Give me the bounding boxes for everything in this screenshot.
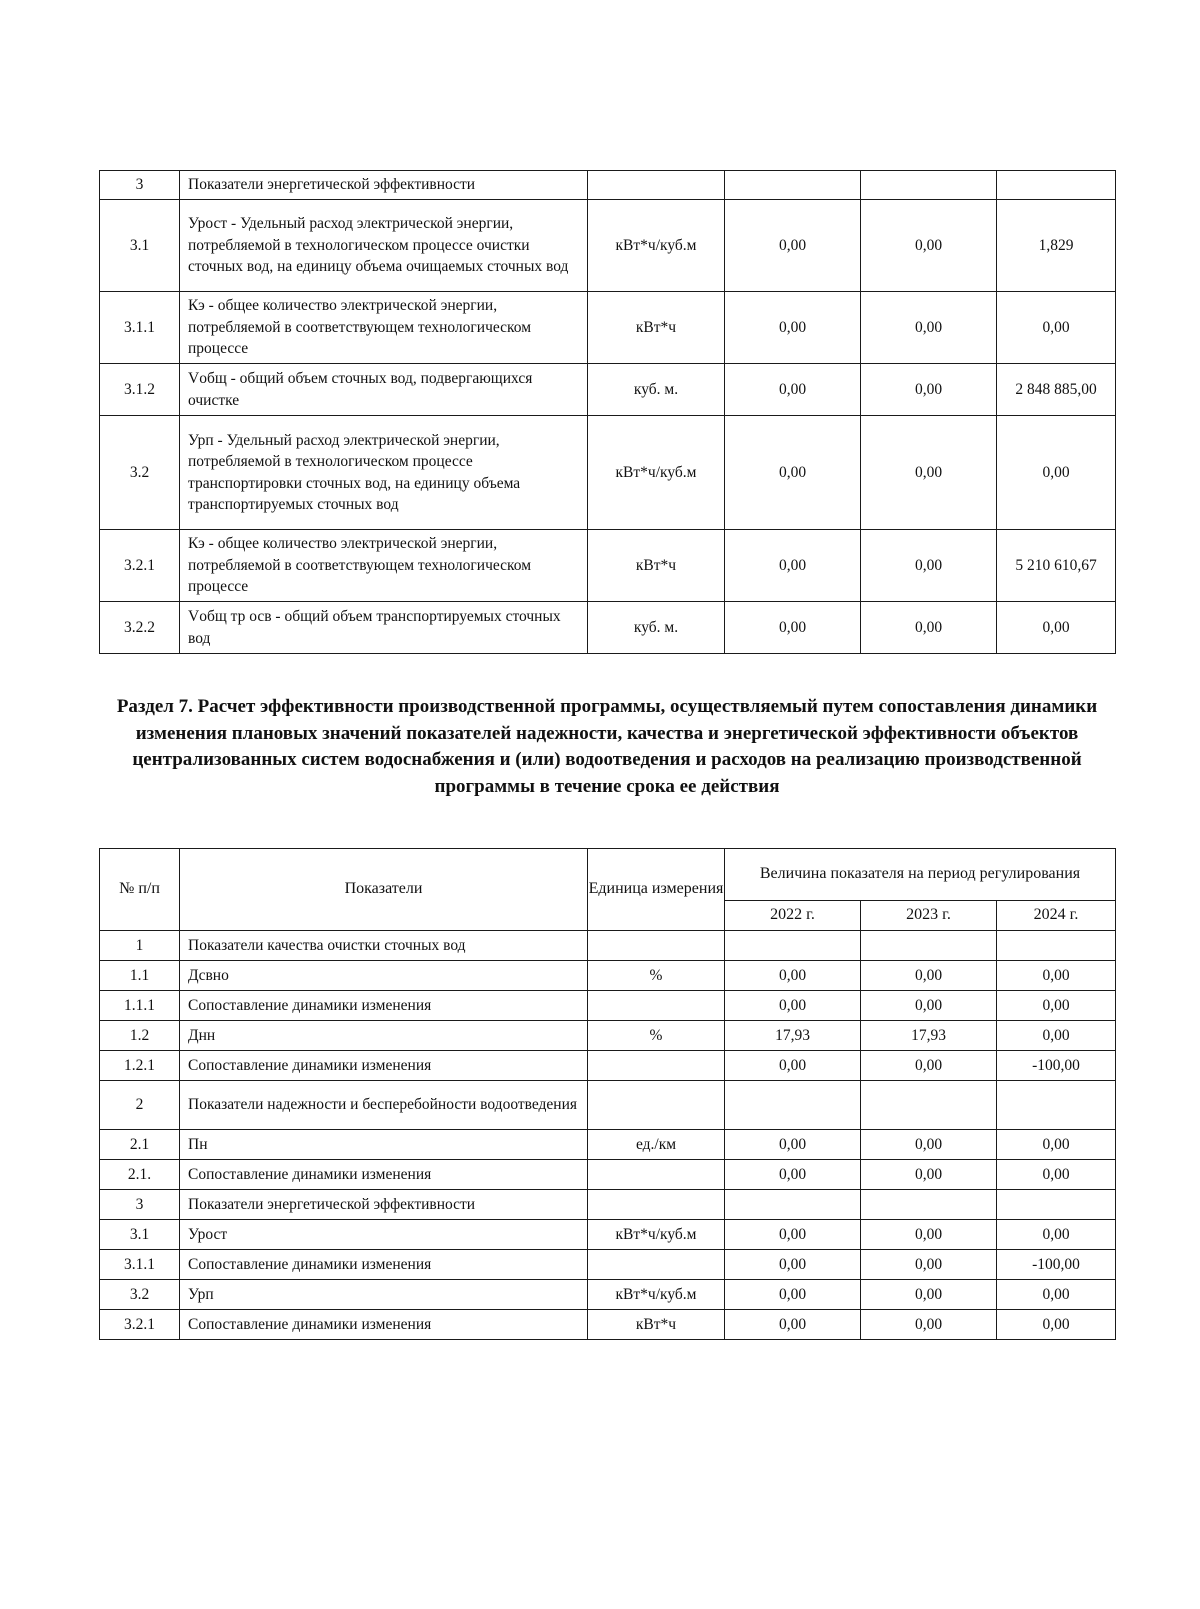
row-number: 3.2 <box>100 1280 180 1310</box>
row-number: 3.1 <box>100 200 180 292</box>
value-2022: 0,00 <box>725 530 861 602</box>
row-number: 3.2 <box>100 416 180 530</box>
row-number: 3.2.2 <box>100 602 180 654</box>
unit: кВт*ч/куб.м <box>588 1280 725 1310</box>
row-number: 2 <box>100 1081 180 1130</box>
unit: кВт*ч <box>588 1310 725 1340</box>
table-row <box>100 602 1116 654</box>
value-2023: 17,93 <box>861 1021 997 1051</box>
table-row <box>100 364 1116 416</box>
value-2022: 0,00 <box>725 364 861 416</box>
table-row <box>100 1081 1116 1130</box>
row-number: 1 <box>100 931 180 961</box>
table-row <box>100 292 1116 364</box>
unit <box>588 1051 725 1081</box>
row-number: 3 <box>100 1190 180 1220</box>
unit: кВт*ч/куб.м <box>588 416 725 530</box>
table-row <box>100 1250 1116 1280</box>
unit <box>588 171 725 200</box>
indicator-name: Сопоставление динамики изменения <box>180 1310 588 1340</box>
row-number: 3.1.1 <box>100 292 180 364</box>
table-row <box>100 1310 1116 1340</box>
row-number: 3.1 <box>100 1220 180 1250</box>
unit <box>588 1160 725 1190</box>
unit: ед./км <box>588 1130 725 1160</box>
value-2022: 0,00 <box>725 1280 861 1310</box>
indicator-name: Урп - Удельный расход электрической энергии, потребляемой в технологическом процессе транспортировки сточных вод, на единицу объема транспортируемых сточных вод <box>180 416 588 530</box>
value-2022 <box>725 1081 861 1130</box>
unit <box>588 1250 725 1280</box>
table-row <box>100 1190 1116 1220</box>
value-2024: 1,829 <box>997 200 1116 292</box>
indicator-name: Урост <box>180 1220 588 1250</box>
header-period: Величина показателя на период регулирования <box>725 849 1116 901</box>
value-2022 <box>725 1190 861 1220</box>
unit: кВт*ч <box>588 530 725 602</box>
indicator-name: Vобщ - общий объем сточных вод, подвергающихся очистке <box>180 364 588 416</box>
table-row <box>100 931 1116 961</box>
row-number: 3 <box>100 171 180 200</box>
value-2024: 0,00 <box>997 1220 1116 1250</box>
indicator-name: Сопоставление динамики изменения <box>180 991 588 1021</box>
value-2024: 0,00 <box>997 1021 1116 1051</box>
header-indicators: Показатели <box>180 849 588 931</box>
value-2023: 0,00 <box>861 602 997 654</box>
value-2024: 0,00 <box>997 991 1116 1021</box>
table-row <box>100 961 1116 991</box>
value-2024 <box>997 1190 1116 1220</box>
table-row <box>100 1220 1116 1250</box>
value-2023: 0,00 <box>861 200 997 292</box>
indicator-name: Сопоставление динамики изменения <box>180 1160 588 1190</box>
value-2023: 0,00 <box>861 416 997 530</box>
row-number: 2.1. <box>100 1160 180 1190</box>
row-number: 3.2.1 <box>100 530 180 602</box>
value-2022: 0,00 <box>725 961 861 991</box>
indicator-name: Кэ - общее количество электрической энергии, потребляемой в соответствующем технологическом процессе <box>180 292 588 364</box>
row-number: 2.1 <box>100 1130 180 1160</box>
value-2022: 0,00 <box>725 991 861 1021</box>
value-2024: 0,00 <box>997 961 1116 991</box>
table-row <box>100 1280 1116 1310</box>
unit <box>588 991 725 1021</box>
table-row <box>100 416 1116 530</box>
value-2022: 17,93 <box>725 1021 861 1051</box>
unit: кВт*ч <box>588 292 725 364</box>
indicator-name: Пн <box>180 1130 588 1160</box>
value-2023 <box>861 1081 997 1130</box>
table-row <box>100 1021 1116 1051</box>
value-2024: -100,00 <box>997 1250 1116 1280</box>
value-2024: 0,00 <box>997 416 1116 530</box>
row-number: 1.2 <box>100 1021 180 1051</box>
efficiency-calculation-table <box>99 848 1116 1340</box>
value-2022: 0,00 <box>725 1250 861 1280</box>
row-number: 1.1 <box>100 961 180 991</box>
value-2024: 0,00 <box>997 1160 1116 1190</box>
value-2024: -100,00 <box>997 1051 1116 1081</box>
indicator-name: Vобщ тр осв - общий объем транспортируемых сточных вод <box>180 602 588 654</box>
value-2024 <box>997 1081 1116 1130</box>
value-2023 <box>861 931 997 961</box>
row-number: 3.1.2 <box>100 364 180 416</box>
value-2022 <box>725 931 861 961</box>
value-2023: 0,00 <box>861 1160 997 1190</box>
row-number: 1.1.1 <box>100 991 180 1021</box>
indicator-name: Показатели энергетической эффективности <box>180 1190 588 1220</box>
value-2022: 0,00 <box>725 292 861 364</box>
unit <box>588 1081 725 1130</box>
value-2024: 2 848 885,00 <box>997 364 1116 416</box>
unit: кВт*ч/куб.м <box>588 1220 725 1250</box>
header-year-2024: 2024 г. <box>997 901 1116 931</box>
value-2023 <box>861 171 997 200</box>
value-2024 <box>997 931 1116 961</box>
value-2023: 0,00 <box>861 1220 997 1250</box>
indicator-name: Дсвно <box>180 961 588 991</box>
table-row <box>100 1130 1116 1160</box>
header-unit: Единица измерения <box>588 849 725 931</box>
value-2022 <box>725 171 861 200</box>
value-2024: 0,00 <box>997 1280 1116 1310</box>
indicator-name: Урост - Удельный расход электрической энергии, потребляемой в технологическом процессе очистки сточных вод, на единицу объема очищаемых сточных вод <box>180 200 588 292</box>
value-2023: 0,00 <box>861 1310 997 1340</box>
table-row <box>100 991 1116 1021</box>
table-row <box>100 530 1116 602</box>
unit: куб. м. <box>588 602 725 654</box>
value-2024: 0,00 <box>997 1310 1116 1340</box>
table-row <box>100 1051 1116 1081</box>
table-row <box>100 171 1116 200</box>
indicator-name: Урп <box>180 1280 588 1310</box>
value-2023: 0,00 <box>861 1130 997 1160</box>
value-2022: 0,00 <box>725 1220 861 1250</box>
value-2022: 0,00 <box>725 1051 861 1081</box>
indicator-name: Кэ - общее количество электрической энергии, потребляемой в соответствующем технологическом процессе <box>180 530 588 602</box>
value-2022: 0,00 <box>725 200 861 292</box>
value-2023: 0,00 <box>861 991 997 1021</box>
header-year-2023: 2023 г. <box>861 901 997 931</box>
section-title: Раздел 7. Расчет эффективности производственной программы, осуществляемый путем сопоставления динамики изменения плановых значений показателей надежности, качества и энергетической эффективности объектов централизованных систем водоснабжения и (или) водоотведения и расходов на реализацию производственной программы в течение срока ее действия <box>116 696 1098 797</box>
value-2023: 0,00 <box>861 1280 997 1310</box>
indicator-name: Показатели энергетической эффективности <box>180 171 588 200</box>
energy-efficiency-table <box>99 170 1116 654</box>
indicator-name: Сопоставление динамики изменения <box>180 1250 588 1280</box>
value-2023: 0,00 <box>861 364 997 416</box>
value-2023 <box>861 1190 997 1220</box>
value-2023: 0,00 <box>861 292 997 364</box>
value-2023: 0,00 <box>861 961 997 991</box>
value-2023: 0,00 <box>861 1250 997 1280</box>
value-2024: 0,00 <box>997 1130 1116 1160</box>
indicator-name: Показатели надежности и бесперебойности водоотведения <box>180 1081 588 1130</box>
header-number: № п/п <box>100 849 180 931</box>
value-2024 <box>997 171 1116 200</box>
indicator-name: Показатели качества очистки сточных вод <box>180 931 588 961</box>
value-2022: 0,00 <box>725 1130 861 1160</box>
value-2024: 5 210 610,67 <box>997 530 1116 602</box>
table-row <box>100 200 1116 292</box>
header-year-2022: 2022 г. <box>725 901 861 931</box>
unit: куб. м. <box>588 364 725 416</box>
unit <box>588 931 725 961</box>
value-2023: 0,00 <box>861 530 997 602</box>
unit: % <box>588 961 725 991</box>
indicator-name: Сопоставление динамики изменения <box>180 1051 588 1081</box>
row-number: 3.2.1 <box>100 1310 180 1340</box>
value-2022: 0,00 <box>725 416 861 530</box>
row-number: 3.1.1 <box>100 1250 180 1280</box>
unit: кВт*ч/куб.м <box>588 200 725 292</box>
unit <box>588 1190 725 1220</box>
value-2023: 0,00 <box>861 1051 997 1081</box>
row-number: 1.2.1 <box>100 1051 180 1081</box>
table-row <box>100 1160 1116 1190</box>
value-2022: 0,00 <box>725 1310 861 1340</box>
value-2022: 0,00 <box>725 1160 861 1190</box>
indicator-name: Днн <box>180 1021 588 1051</box>
unit: % <box>588 1021 725 1051</box>
value-2022: 0,00 <box>725 602 861 654</box>
value-2024: 0,00 <box>997 292 1116 364</box>
value-2024: 0,00 <box>997 602 1116 654</box>
